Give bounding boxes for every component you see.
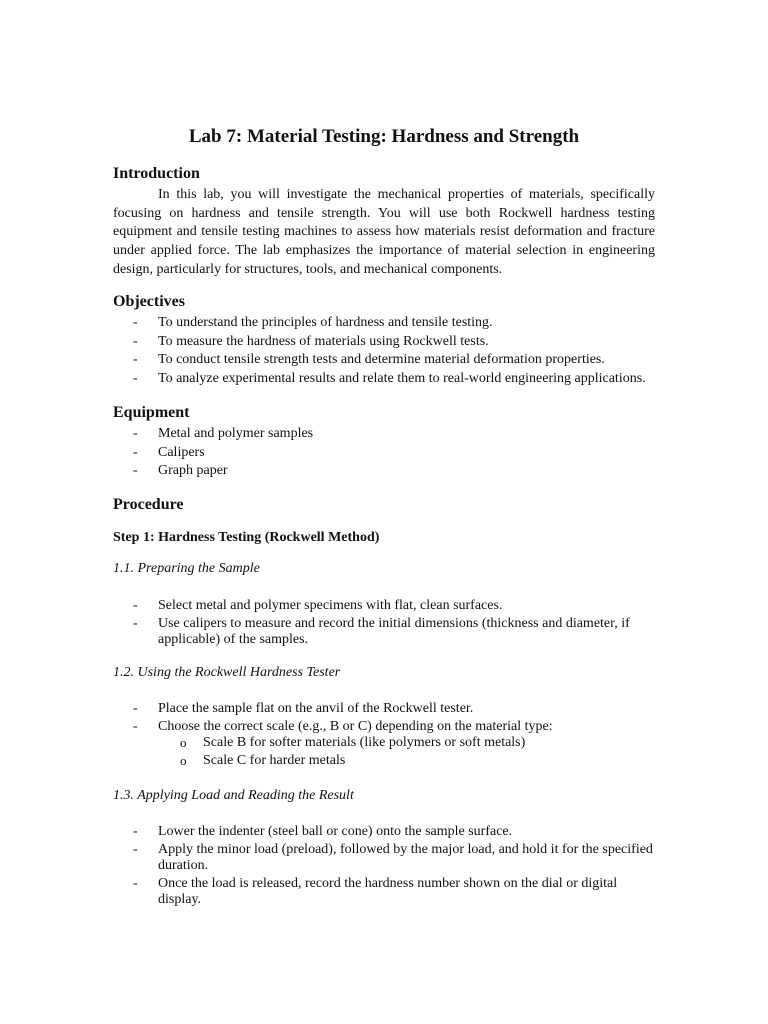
list-item: - Lower the indenter (steel ball or cone) onto the sample surface. [133,824,513,839]
section-1-1-list [113,598,655,650]
objectives-list [113,314,655,389]
list-item: - Select metal and polymer specimens with flat, clean surfaces. [133,598,503,613]
list-item: - Apply the minor load (preload), followed by the major load, and hold it for the specified duration. [133,841,653,873]
objectives-heading: Objectives [113,293,185,310]
list-item: - Use calipers to measure and record the initial dimensions (thickness and diameter, if applicable) of the samples. [133,615,630,647]
list-item: - Calipers [133,444,205,460]
list-item: o Scale B for softer materials (like polymers or soft metals) [180,735,526,750]
section-1-2-list [113,701,655,770]
section-1-3-title: 1.3. Applying Load and Reading the Result [113,788,354,803]
equipment-heading: Equipment [113,404,190,421]
list-item: - To conduct tensile strength tests and determine material deformation properties. [133,352,605,368]
scale-sublist [158,735,655,769]
equipment-list [113,425,655,481]
list-item: o Scale C for harder metals [180,752,346,768]
list-item: - To measure the hardness of materials using Rockwell tests. [133,333,489,349]
list-item: - Choose the correct scale (e.g., B or C) depending on the material type: o Scale B for softer materials (like polymers or soft metals) o Scale C for harder metals [113,719,655,770]
procedure-heading: Procedure [113,496,184,513]
introduction-text: In this lab, you will investigate the mechanical properties of materials, specifically focusing on hardness and tensile strength. You will use both Rockwell hardness testing equipment and tensile testing machines to assess how materials resist deformation and fracture under applied force. The lab emphasizes the importance of material selection in engineering design, particularly for structures, tools, and mechanical components. [113,187,655,277]
section-1-3-list [113,824,655,910]
list-item: - Once the load is released, record the hardness number shown on the dial or digital display. [133,875,618,907]
list-item: - Place the sample flat on the anvil of the Rockwell tester. [133,701,474,716]
section-1-2-title: 1.2. Using the Rockwell Hardness Tester [113,665,341,680]
page-title: Lab 7: Material Testing: Hardness and Strength [188,126,580,147]
step-1-heading: Step 1: Hardness Testing (Rockwell Method) [113,530,380,545]
introduction-heading: Introduction [113,165,200,182]
list-item: - Graph paper [133,463,228,479]
list-item: - To analyze experimental results and relate them to real-world engineering applications. [133,371,646,387]
section-1-1-title: 1.1. Preparing the Sample [113,561,260,576]
list-item: - To understand the principles of hardness and tensile testing. [133,315,493,330]
list-item: - Metal and polymer samples [133,426,314,441]
